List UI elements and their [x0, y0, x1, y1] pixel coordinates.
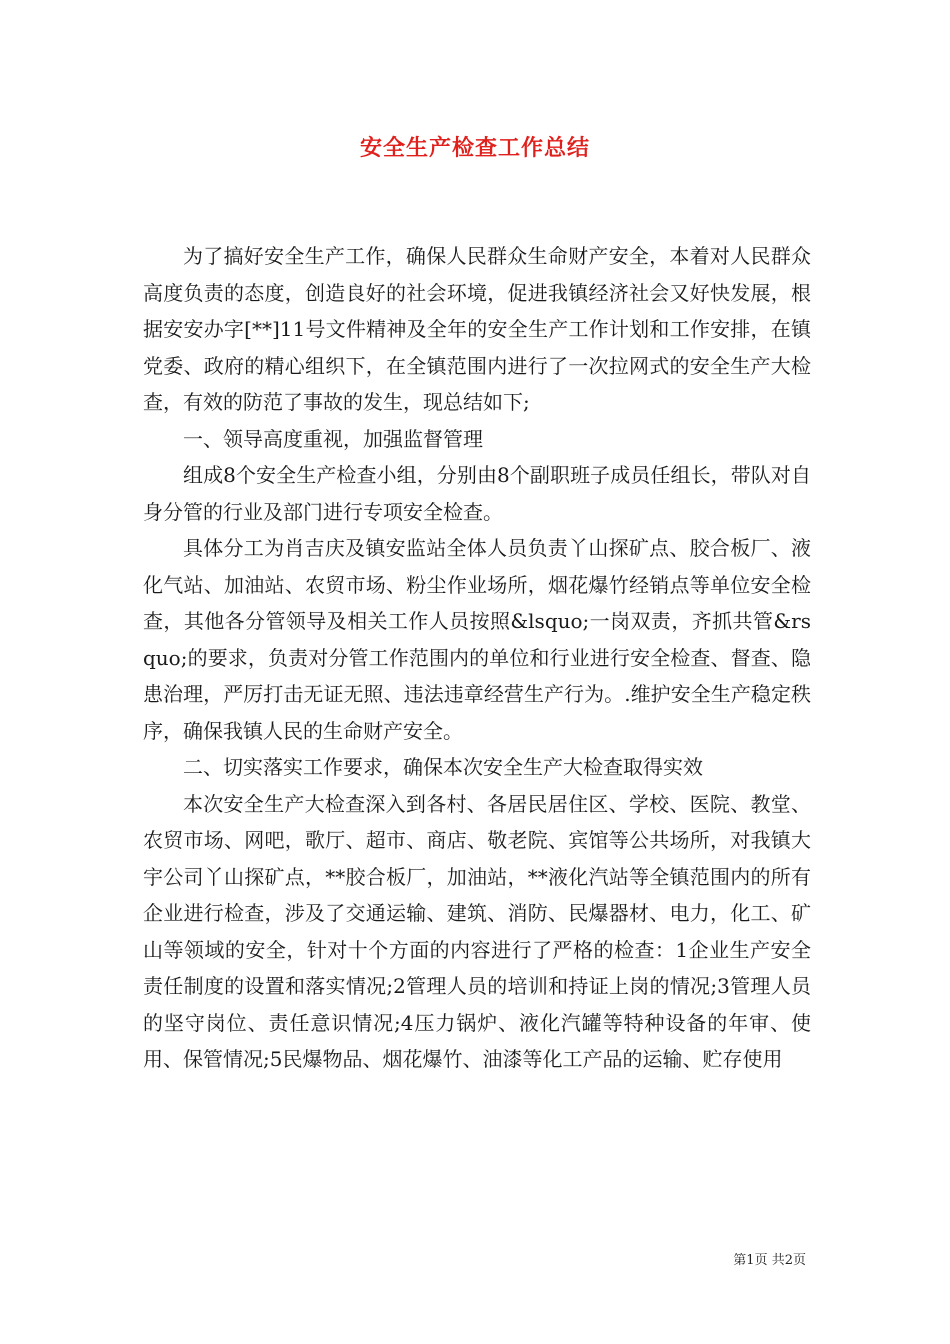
paragraph-groups: 组成8个安全生产检查小组，分别由8个副职班子成员任组长，带队对自身分管的行业及部门进行专项安全检查。	[143, 463, 811, 524]
footer-page-word: 页 共	[754, 1253, 785, 1268]
document-body	[143, 238, 811, 1078]
document-title: 安全生产检查工作总结	[359, 135, 590, 161]
page-footer	[0, 1249, 806, 1268]
footer-page-label: 第	[733, 1253, 747, 1268]
paragraph-division: 具体分工为肖吉庆及镇安监站全体人员负责丫山探矿点、胶合板厂、液化气站、加油站、农贸市场、粉尘作业场所，烟花爆竹经销点等单位安全检查，其他各分管领导及相关工作人员按照&lsquo;一岗双责，齐抓共管&rsquo;的要求，负责对分管工作范围内的单位和行业进行安全检查、督查、隐患治理，严厉打击无证无照、违法违章经营生产行为。.维护安全生产稳定秩序，确保我镇人民的生命财产安全。	[143, 536, 811, 743]
footer-page-suffix: 页	[792, 1253, 806, 1268]
paragraph-inspection-scope: 本次安全生产大检查深入到各村、各居民居住区、学校、医院、教堂、农贸市场、网吧，歌厅、超市、商店、敬老院、宾馆等公共场所，对我镇大宇公司丫山探矿点，**胶合板厂，加油站，**液化汽站等全镇范围内的所有企业进行检查，涉及了交通运输、建筑、消防、民爆器材、电力，化工、矿山等领域的安全，针对十个方面的内容进行了严格的检查：1企业生产安全责任制度的设置和落实情况;2管理人员的培训和持证上岗的情况;3管理人员的坚守岗位、责任意识情况;4压力锅炉、液化汽罐等特种设备的年审、使用、保管情况;5民爆物品、烟花爆竹、油漆等化工产品的运输、贮存使用	[143, 791, 811, 1071]
footer-current-page: 1	[746, 1253, 755, 1268]
footer-total-pages: 2	[784, 1253, 793, 1268]
section-heading-2: 二、切实落实工作要求，确保本次安全生产大检查取得实效	[183, 755, 703, 779]
paragraph-intro: 为了搞好安全生产工作，确保人民群众生命财产安全，本着对人民群众高度负责的态度，创造良好的社会环境，促进我镇经济社会又好快发展，根据安安办字[**]11号文件精神及全年的安全生产工作计划和工作安排，在镇党委、政府的精心组织下，在全镇范围内进行了一次拉网式的安全生产大检查，有效的防范了事故的发生，现总结如下;	[143, 244, 811, 414]
section-heading-1: 一、领导高度重视，加强监督管理	[183, 426, 483, 451]
